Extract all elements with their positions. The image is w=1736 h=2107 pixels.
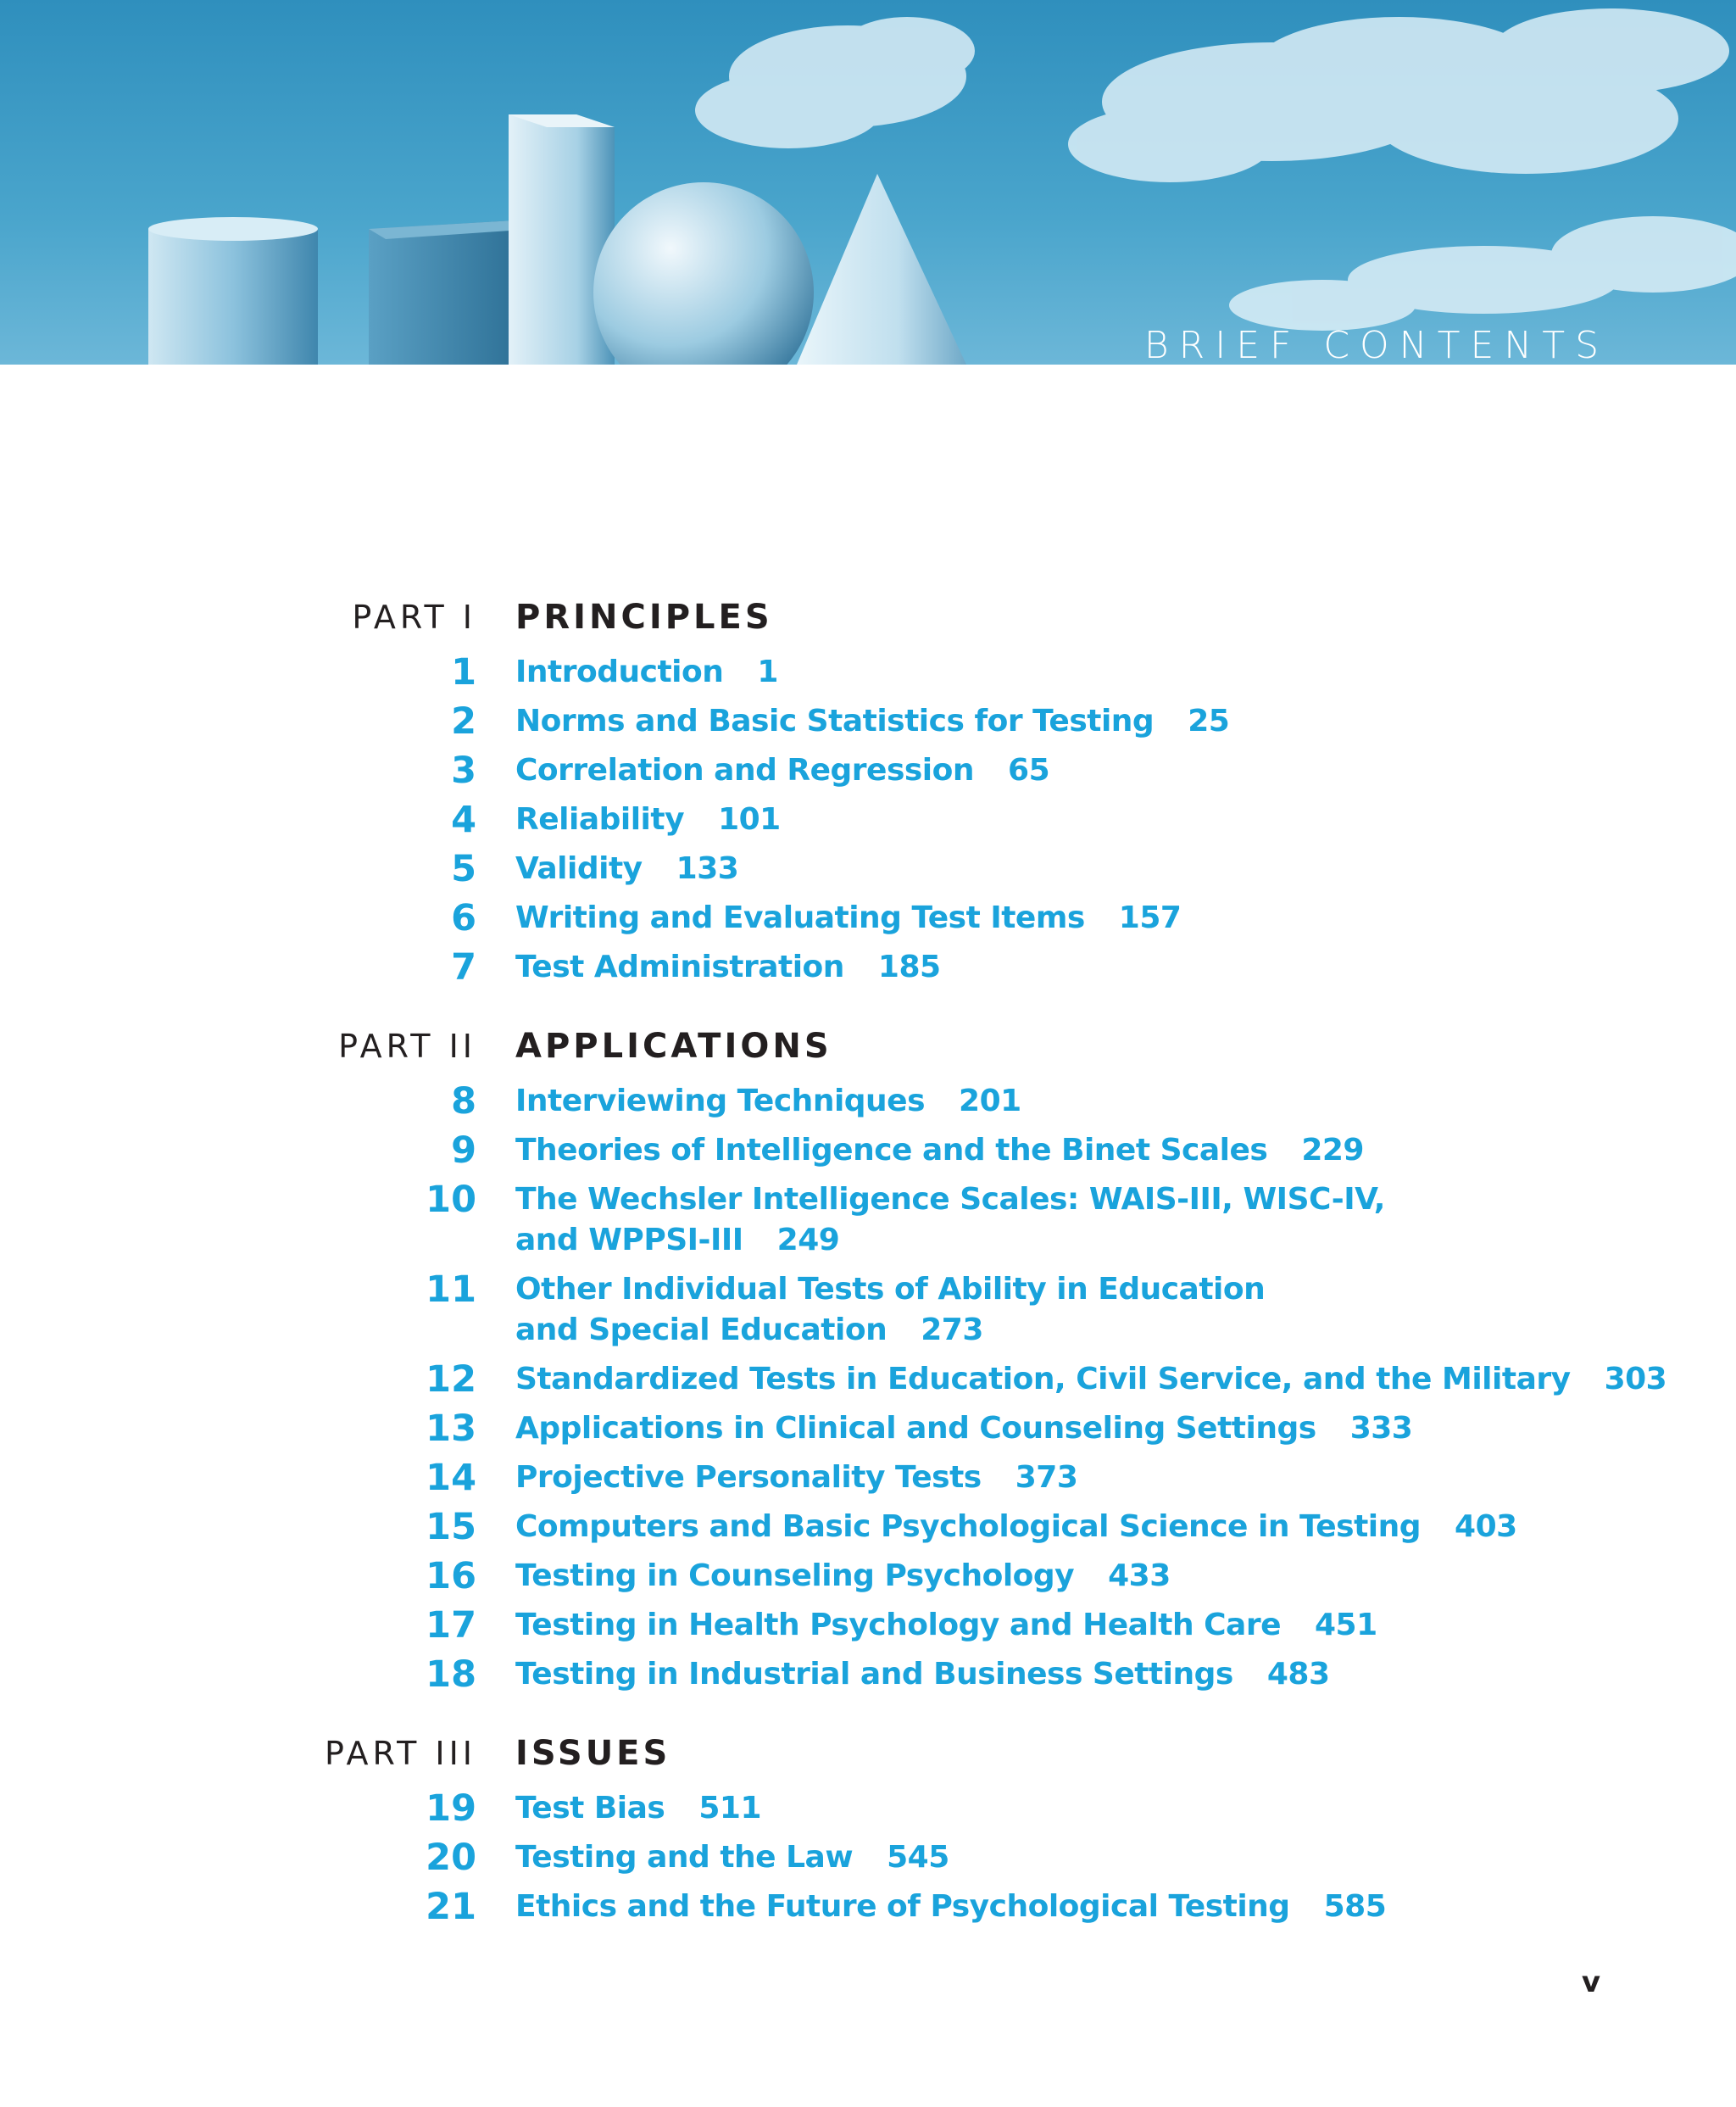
chapter-page-number: 101 (718, 802, 781, 837)
part-title: APPLICATIONS (515, 1027, 832, 1066)
chapter-title-text: Correlation and Regression (515, 753, 975, 788)
chapter-page-number: 229 (1301, 1133, 1364, 1168)
chapter-number: 16 (426, 1555, 476, 1597)
chapter-number: 14 (426, 1457, 476, 1499)
chapter-entry[interactable] (0, 1654, 1736, 1695)
chapter-title-text: and Special Education (515, 1313, 887, 1347)
chapter-title (515, 1507, 1517, 1547)
chapter-entry[interactable] (0, 898, 1736, 939)
chapter-page-number: 1 (757, 655, 778, 689)
chapter-page-number: 133 (676, 851, 739, 886)
chapter-title (515, 750, 1049, 791)
chapter-title (515, 1556, 1171, 1597)
chapter-entry[interactable] (0, 1605, 1736, 1646)
chapter-page-number: 545 (887, 1840, 949, 1875)
chapter-entry[interactable] (0, 800, 1736, 840)
chapter-entry[interactable] (0, 1269, 1736, 1351)
chapter-page-number: 157 (1118, 900, 1182, 935)
chapter-entry[interactable] (0, 1507, 1736, 1547)
chapter-title-line (515, 701, 1229, 742)
part-heading (0, 1734, 1736, 1788)
chapter-title-text: Projective Personality Tests (515, 1460, 982, 1495)
chapter-title-text: Other Individual Tests of Ability in Education (515, 1272, 1266, 1307)
chapter-title-line (515, 1887, 1386, 1927)
chapter-entry[interactable] (0, 1179, 1736, 1261)
part-label: PART III (324, 1735, 476, 1772)
chapter-page-number: 303 (1604, 1362, 1667, 1396)
chapter-title-text: Introduction (515, 655, 724, 689)
chapter-number: 3 (451, 750, 476, 792)
chapter-page-number: 373 (1015, 1460, 1078, 1495)
part-section (0, 1027, 1736, 1695)
chapter-title-line (515, 1605, 1377, 1646)
chapter-title-line (515, 1408, 1412, 1449)
chapter-title (515, 849, 738, 889)
chapter-number: 5 (451, 848, 476, 890)
chapter-title-text: The Wechsler Intelligence Scales: WAIS-III, WISC-IV, (515, 1182, 1385, 1217)
part-title: ISSUES (515, 1734, 671, 1773)
chapter-title-text: Applications in Clinical and Counseling Settings (515, 1411, 1316, 1446)
chapter-entry[interactable] (0, 750, 1736, 791)
part-label: PART II (338, 1028, 476, 1065)
chapter-entry[interactable] (0, 701, 1736, 742)
chapter-page-number: 65 (1008, 753, 1050, 788)
chapter-title (515, 701, 1229, 742)
chapter-number: 20 (426, 1837, 476, 1879)
chapter-entry[interactable] (0, 1458, 1736, 1498)
chapter-entry[interactable] (0, 1556, 1736, 1597)
chapter-page-number: 483 (1266, 1657, 1330, 1692)
chapter-title-text: Theories of Intelligence and the Binet Scales (515, 1133, 1268, 1168)
chapter-number: 7 (451, 946, 476, 989)
chapter-entry[interactable] (0, 1887, 1736, 1927)
chapter-number: 11 (426, 1268, 476, 1311)
chapter-title (515, 1654, 1330, 1695)
chapter-title (515, 947, 941, 988)
chapter-title-text: Standardized Tests in Education, Civil Service, and the Military (515, 1362, 1571, 1396)
chapter-page-number: 273 (921, 1313, 983, 1347)
chapter-entry[interactable] (0, 947, 1736, 988)
chapter-title-line (515, 1788, 761, 1829)
chapter-entry[interactable] (0, 1130, 1736, 1171)
chapter-number: 8 (451, 1080, 476, 1123)
chapter-page-number: 201 (959, 1084, 1021, 1118)
chapter-number: 1 (451, 651, 476, 694)
chapter-entry[interactable] (0, 1081, 1736, 1122)
chapter-title-line (515, 849, 738, 889)
part-section (0, 598, 1736, 988)
chapter-title-line (515, 1081, 1021, 1122)
chapter-entry[interactable] (0, 1359, 1736, 1400)
chapter-title (515, 1458, 1077, 1498)
chapter-title-text: Ethics and the Future of Psychological Testing (515, 1889, 1290, 1924)
chapter-title (515, 800, 781, 840)
chapter-title-line (515, 898, 1181, 939)
chapter-number: 19 (426, 1787, 476, 1830)
chapter-page-number: 403 (1455, 1509, 1517, 1544)
chapter-number: 10 (426, 1179, 476, 1221)
chapter-title-line (515, 1654, 1330, 1695)
chapter-title-line (515, 1130, 1364, 1171)
chapter-title-text: Validity (515, 851, 643, 886)
chapter-title-line (515, 1458, 1077, 1498)
part-heading (0, 598, 1736, 652)
chapter-page-number: 511 (698, 1791, 762, 1826)
chapter-number: 17 (426, 1604, 476, 1647)
chapter-title (515, 1269, 1265, 1351)
chapter-title-text: Testing and the Law (515, 1840, 854, 1875)
chapter-title-text: Interviewing Techniques (515, 1084, 926, 1118)
chapter-entry[interactable] (0, 652, 1736, 693)
chapter-title-text: and WPPSI-III (515, 1223, 743, 1257)
chapter-page-number: 185 (877, 950, 941, 984)
chapter-page-number: 451 (1315, 1608, 1377, 1642)
chapter-page-number: 433 (1108, 1558, 1171, 1593)
chapter-page-number: 249 (776, 1223, 840, 1257)
chapter-page-number: 585 (1323, 1889, 1387, 1924)
chapter-title-line (515, 1269, 1265, 1310)
chapter-title (515, 1359, 1666, 1400)
chapter-number: 13 (426, 1407, 476, 1450)
chapter-title-text: Test Bias (515, 1791, 665, 1826)
chapter-title (515, 1179, 1385, 1261)
chapter-title-line (515, 1359, 1666, 1400)
chapter-title (515, 1837, 949, 1878)
chapter-title-line (515, 1556, 1171, 1597)
chapter-number: 9 (451, 1129, 476, 1172)
table-of-contents (0, 598, 1736, 1966)
chapter-title (515, 1081, 1021, 1122)
chapter-title-line (515, 1837, 949, 1878)
chapter-page-number: 25 (1188, 704, 1230, 739)
chapter-number: 15 (426, 1506, 476, 1548)
chapter-number: 4 (451, 799, 476, 841)
part-label: PART I (352, 599, 476, 636)
chapter-title-text: Computers and Basic Psychological Science in Testing (515, 1509, 1422, 1544)
chapter-title-line (515, 1220, 1385, 1261)
chapter-title-text: Reliability (515, 802, 685, 837)
chapter-title (515, 1887, 1386, 1927)
chapter-title (515, 1130, 1364, 1171)
chapter-number: 12 (426, 1358, 476, 1401)
chapter-title-line (515, 800, 781, 840)
chapter-title (515, 1788, 761, 1829)
chapter-entry[interactable] (0, 1788, 1736, 1829)
chapter-number: 2 (451, 700, 476, 743)
chapter-title-line (515, 750, 1049, 791)
part-title: PRINCIPLES (515, 598, 773, 637)
page-title: BRIEF CONTENTS (1143, 324, 1609, 365)
chapter-title-text: Norms and Basic Statistics for Testing (515, 704, 1155, 739)
chapter-title-text: Testing in Counseling Psychology (515, 1558, 1075, 1593)
chapter-title-line (515, 1179, 1385, 1220)
page-number: v (1581, 1965, 1600, 1999)
chapter-number: 21 (426, 1886, 476, 1928)
part-section (0, 1734, 1736, 1927)
chapter-entry[interactable] (0, 849, 1736, 889)
part-heading (0, 1027, 1736, 1081)
chapter-title-line (515, 1310, 1265, 1351)
chapter-page-number: 333 (1349, 1411, 1413, 1446)
chapter-title (515, 898, 1181, 939)
chapter-title-line (515, 1507, 1517, 1547)
chapter-entry[interactable] (0, 1837, 1736, 1878)
chapter-title-text: Test Administration (515, 950, 844, 984)
chapter-title-text: Testing in Industrial and Business Settings (515, 1657, 1233, 1692)
chapter-title (515, 1605, 1377, 1646)
banner-illustration (0, 0, 1736, 365)
chapter-title (515, 1408, 1412, 1449)
chapter-title-line (515, 947, 941, 988)
header-banner (0, 0, 1736, 365)
chapter-entry[interactable] (0, 1408, 1736, 1449)
chapter-title-line (515, 652, 778, 693)
chapter-title-text: Writing and Evaluating Test Items (515, 900, 1085, 935)
chapter-title-text: Testing in Health Psychology and Health Care (515, 1608, 1281, 1642)
chapter-title (515, 652, 778, 693)
chapter-number: 18 (426, 1653, 476, 1696)
chapter-number: 6 (451, 897, 476, 939)
